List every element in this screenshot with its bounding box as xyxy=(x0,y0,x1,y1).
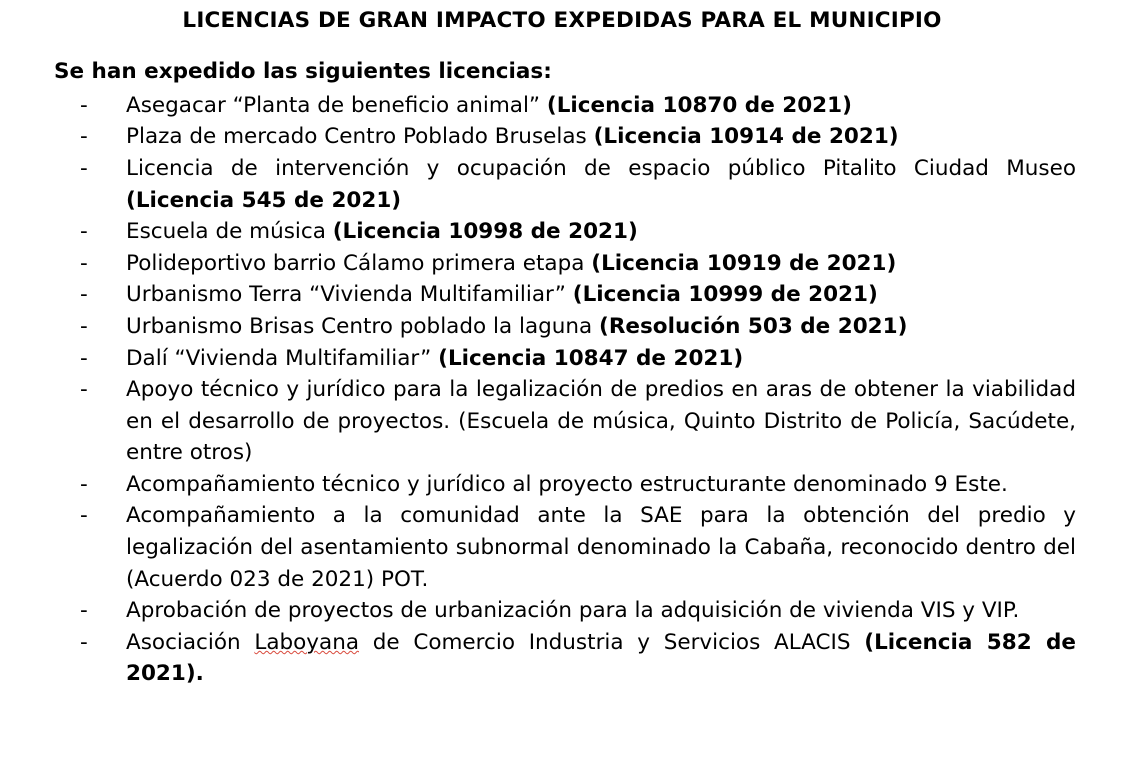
list-item-plain-text: Urbanismo Brisas Centro poblado la laguna xyxy=(126,313,600,339)
license-reference: (Licencia 10998 de 2021) xyxy=(332,219,638,245)
list-item-plain-text: de Comercio Industria y Servicios ALACIS xyxy=(359,629,865,655)
list-item-text xyxy=(126,595,1076,627)
list-item xyxy=(0,374,1124,469)
list-item xyxy=(0,90,1124,122)
list-item xyxy=(0,311,1124,343)
license-reference: (Licencia 10847 de 2021) xyxy=(438,345,744,371)
page-title: LICENCIAS DE GRAN IMPACTO EXPEDIDAS PARA EL MUNICIPIO xyxy=(182,8,942,33)
list-bullet-marker: - xyxy=(80,313,88,339)
list-bullet-marker: - xyxy=(80,92,88,118)
spellcheck-flagged-word: Laboyana xyxy=(254,629,359,655)
intro-paragraph: Se han expedido las siguientes licencias: xyxy=(54,58,552,84)
list-item-plain-text: Asegacar “Planta de beneficio animal” xyxy=(126,92,547,118)
list-item-text xyxy=(126,279,1076,311)
list-bullet-marker: - xyxy=(80,629,88,655)
list-item-text xyxy=(126,153,1076,216)
list-item-plain-text: Polideportivo barrio Cálamo primera etapa xyxy=(126,250,592,276)
list-item-text xyxy=(126,311,1076,343)
license-reference: (Licencia 582 de 2021). xyxy=(126,629,1076,687)
list-item xyxy=(0,500,1124,595)
list-bullet-marker: - xyxy=(80,124,88,150)
list-item-plain-text: Plaza de mercado Centro Poblado Bruselas xyxy=(126,124,594,150)
list-item-plain-text: Aprobación de proyectos de urbanización para la adquisición de vivienda VIS y VIP. xyxy=(126,598,1020,624)
list-item xyxy=(0,469,1124,501)
list-item-text xyxy=(126,248,1076,280)
list-item xyxy=(0,153,1124,216)
list-bullet-marker: - xyxy=(80,219,88,245)
list-item-plain-text: Licencia de intervención y ocupación de espacio público Pitalito Ciudad Museo xyxy=(126,155,1076,181)
list-item-text xyxy=(126,627,1076,690)
list-bullet-marker: - xyxy=(80,598,88,624)
license-reference: (Licencia 10914 de 2021) xyxy=(593,124,899,150)
list-bullet-marker: - xyxy=(80,503,88,529)
list-item xyxy=(0,343,1124,375)
list-item-text xyxy=(126,216,1076,248)
list-item xyxy=(0,595,1124,627)
list-item xyxy=(0,248,1124,280)
list-bullet-marker: - xyxy=(80,345,88,371)
list-item xyxy=(0,216,1124,248)
license-reference: (Licencia 10919 de 2021) xyxy=(591,250,897,276)
list-item-plain-text: Acompañamiento a la comunidad ante la SAE para la obtención del predio y legalización del asentamiento subnormal denominado la Cabaña, reconocido dentro del (Acuerdo 023 de 2021) POT. xyxy=(126,503,1076,592)
list-item xyxy=(0,627,1124,690)
list-item-plain-text: Asociación xyxy=(126,629,255,655)
list-item-plain-text: Dalí “Vivienda Multifamiliar” xyxy=(126,345,439,371)
list-item-plain-text: Urbanismo Terra “Vivienda Multifamiliar” xyxy=(126,282,573,308)
list-item-plain-text: Escuela de música xyxy=(126,219,333,245)
list-bullet-marker: - xyxy=(80,250,88,276)
list-item-plain-text: Apoyo técnico y jurídico para la legalización de predios en aras de obtener la viabilidad en el desarrollo de proyectos. (Escuela de música, Quinto Distrito de Policía, Sacúdete, entre otros) xyxy=(126,377,1076,466)
document-page xyxy=(0,8,1124,784)
list-item-text xyxy=(126,374,1076,469)
list-bullet-marker: - xyxy=(80,377,88,403)
list-item-text xyxy=(126,343,1076,375)
licenses-list xyxy=(0,90,1124,690)
list-item xyxy=(0,121,1124,153)
license-reference: (Licencia 10999 de 2021) xyxy=(572,282,878,308)
license-reference: (Resolución 503 de 2021) xyxy=(599,313,908,339)
license-reference: (Licencia 10870 de 2021) xyxy=(546,92,852,118)
list-bullet-marker: - xyxy=(80,155,88,181)
list-item xyxy=(0,279,1124,311)
license-reference: (Licencia 545 de 2021) xyxy=(126,187,402,213)
list-item-text xyxy=(126,469,1076,501)
list-item-text xyxy=(126,121,1076,153)
list-item-text xyxy=(126,90,1076,122)
list-bullet-marker: - xyxy=(80,282,88,308)
list-item-text xyxy=(126,500,1076,595)
list-bullet-marker: - xyxy=(80,471,88,497)
list-item-plain-text: Acompañamiento técnico y jurídico al proyecto estructurante denominado 9 Este. xyxy=(126,471,1008,497)
